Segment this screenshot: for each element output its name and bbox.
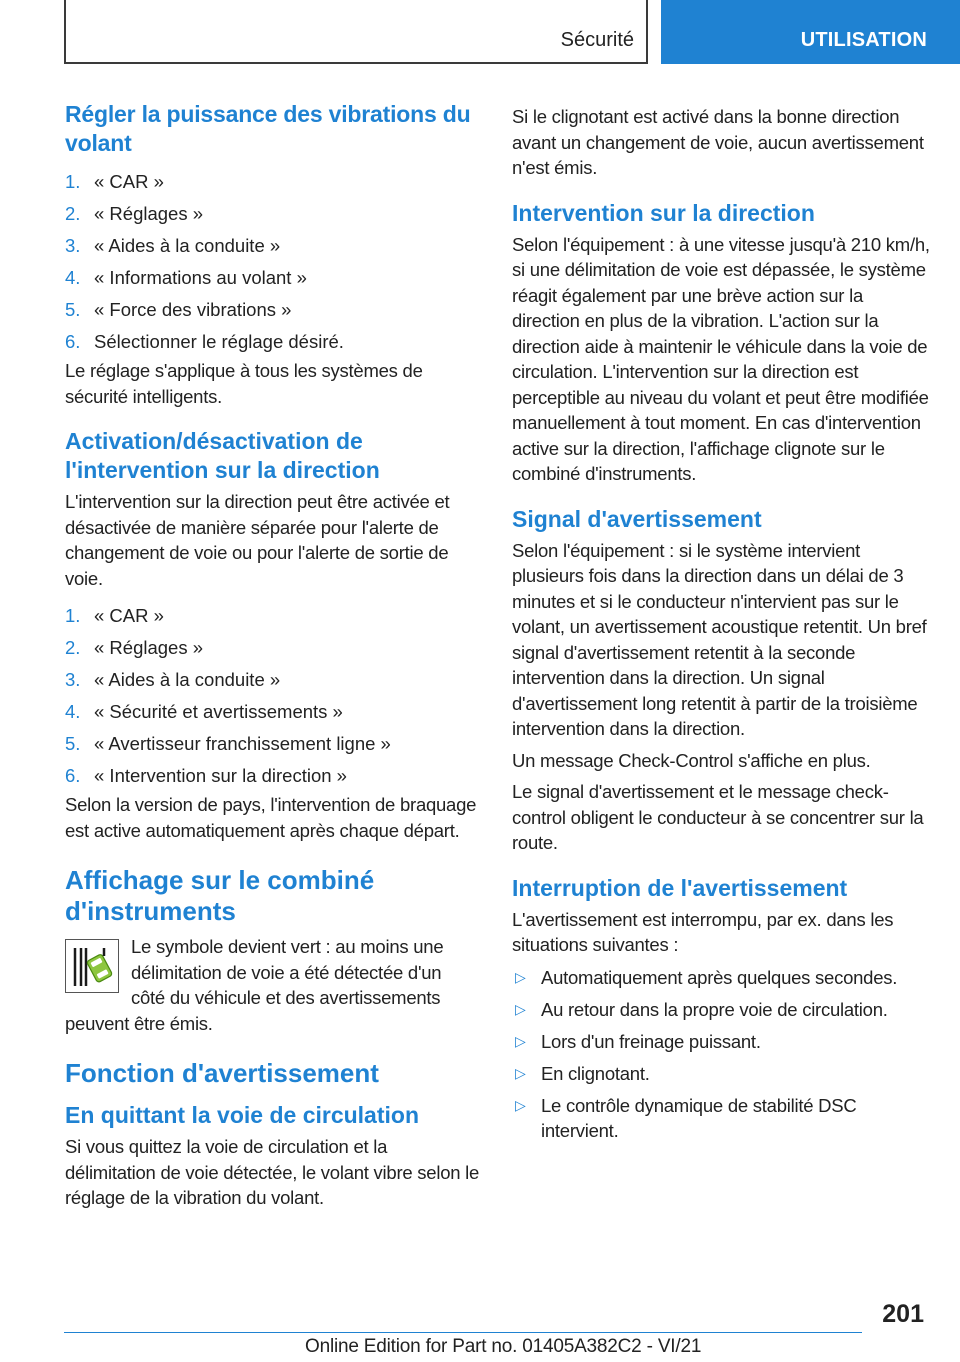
check-control-text: Un message Check-Control s'affiche en plus. xyxy=(512,749,871,771)
list-item: 6. Sélectionner le réglage désiré. xyxy=(65,331,344,352)
symbol-block xyxy=(65,933,480,1036)
interruption-text: L'avertissement est interrompu, par ex. dans les situations suivantes : xyxy=(512,908,894,955)
turn-signal-text: Si le clignotant est activé dans la bonne direction avant un changement de voie, aucun avertissement n'est émis. xyxy=(512,106,924,178)
list-item: 4. « Informations au volant » xyxy=(65,267,307,288)
list-item: ▷ Au retour dans la propre voie de circulation. xyxy=(512,997,932,1023)
footer-divider xyxy=(64,1332,862,1333)
leaving-lane-text: Si vous quittez la voie de circulation et la délimitation de voie détectée, le volant vibre selon le réglage de la vibration du volant. xyxy=(65,1136,480,1208)
list-item: ▷ En clignotant. xyxy=(512,1061,932,1087)
lane-departure-warning-icon xyxy=(65,939,119,993)
header-chapter-tab xyxy=(661,0,960,64)
list-item: 3. « Aides à la conduite » xyxy=(65,235,281,256)
concentration-text: Le signal d'avertissement et le message check-control obligent le conducteur à se concentrer sur la route. xyxy=(512,781,924,853)
list-item: 2. « Réglages » xyxy=(65,203,204,224)
heading-steering-activation: Activation/désactivation de l'intervention sur la direction xyxy=(65,428,380,483)
heading-vibration-strength: Régler la puissance des vibrations du volant xyxy=(65,101,471,156)
triangle-bullet-icon: ▷ xyxy=(515,1032,526,1049)
heading-warning-interruption: Interruption de l'avertissement xyxy=(512,874,848,901)
list-item: 6. « Intervention sur la direction » xyxy=(65,765,347,786)
left-column xyxy=(65,100,480,1211)
list-item: ▷ Lors d'un freinage puissant. xyxy=(512,1029,932,1055)
heading-instrument-display: Affichage sur le combiné d'instruments xyxy=(65,865,375,926)
header-section-tab xyxy=(64,0,648,64)
list-item: ▷ Le contrôle dynamique de stabilité DSC intervient. xyxy=(515,1094,857,1141)
list-item: 1. « CAR » xyxy=(65,605,164,626)
steering-activation-text: L'intervention sur la direction peut être activée et désactivée de manière séparée pour l'alerte de changement de voie ou pour l'alerte de sortie de voie. xyxy=(65,491,450,589)
list-item: 5. « Avertisseur franchissement ligne » xyxy=(65,733,391,754)
page-number: 201 xyxy=(882,1300,924,1328)
interruption-list xyxy=(512,965,932,1144)
right-column xyxy=(512,100,932,1150)
list-item: 5. « Force des vibrations » xyxy=(65,299,292,320)
triangle-bullet-icon: ▷ xyxy=(515,1000,526,1017)
instrument-display-text: Le symbole devient vert : au moins une délimitation de voie a été détectée d'un côté du véhicule et des avertissements peuvent être émis. xyxy=(65,936,444,1034)
steering-intervention-text: Selon l'équipement : à une vitesse jusqu'à 210 km/h, si une délimitation de voie est dépassée, le système réagit également par une brève action sur la direction en plus de la vibration. L'action sur la direction aide à maintenir le véhicule dans la voie de circulation. L'intervention sur la direction est perceptible au niveau du volant et peut être modifiée manuellement à tout moment. En cas d'intervention active sur la direction, l'affichage clignote sur le combiné d'instruments. xyxy=(512,233,930,484)
vibration-note: Le réglage s'applique à tous les systèmes de sécurité intelligents. xyxy=(65,360,423,407)
heading-warning-function: Fonction d'avertissement xyxy=(65,1058,379,1088)
triangle-bullet-icon: ▷ xyxy=(515,1064,526,1081)
list-item: 3. « Aides à la conduite » xyxy=(65,669,281,690)
list-item: 4. « Sécurité et avertissements » xyxy=(65,701,343,722)
triangle-bullet-icon: ▷ xyxy=(515,968,526,985)
warning-signal-text: Selon l'équipement : si le système intervient plusieurs fois dans la direction dans un délai de 3 minutes et si le conducteur n'intervient pas sur le volant, un avertissement acoustique retentit. Un bref signal d'avertissement retentit à la seconde intervention dans la direction. Un signal d'avertissement long retentit à partir de la troisième intervention dans la direction. xyxy=(512,539,927,739)
list-item: 1. « CAR » xyxy=(65,171,164,192)
steering-note: Selon la version de pays, l'intervention de braquage est active automatiquement après chaque départ. xyxy=(65,794,477,841)
footer-edition: Online Edition for Part no. 01405A382C2 - VI/21 xyxy=(305,1336,702,1357)
header-chapter-label: UTILISATION xyxy=(800,29,927,51)
header-section-label: Sécurité xyxy=(560,29,634,51)
steps-steering xyxy=(65,600,480,792)
heading-steering-intervention: Intervention sur la direction xyxy=(512,199,815,226)
heading-leaving-lane: En quittant la voie de circulation xyxy=(65,1102,419,1128)
list-item: 2. « Réglages » xyxy=(65,637,204,658)
heading-warning-signal: Signal d'avertissement xyxy=(512,505,762,532)
triangle-bullet-icon: ▷ xyxy=(515,1096,526,1113)
steps-vibration xyxy=(65,166,480,358)
list-item: ▷ Automatiquement après quelques secondes. xyxy=(512,965,932,991)
